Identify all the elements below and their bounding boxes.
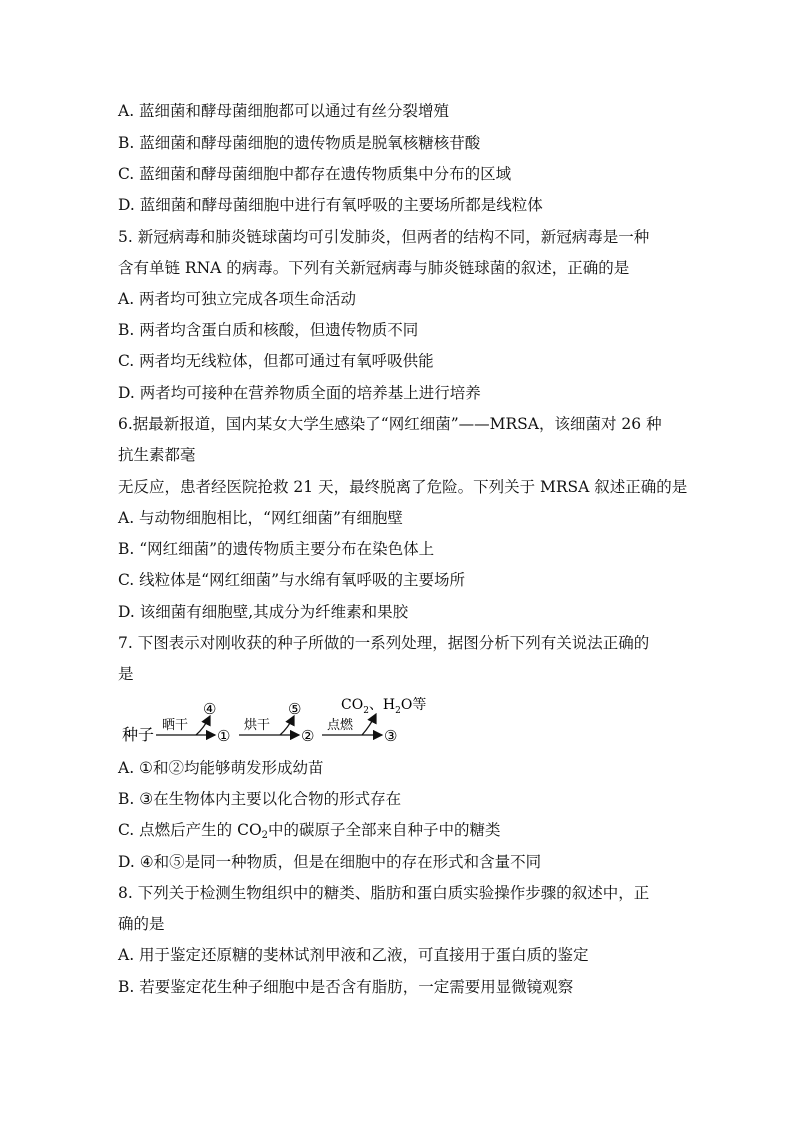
- seed-process-diagram: [118, 692, 448, 746]
- node-5: ⑤: [288, 700, 302, 718]
- q5-stem-line1: 5. 新冠病毒和肺炎链球菌均可引发肺炎，但两者的结构不同，新冠病毒是一种: [118, 228, 650, 246]
- products-label: $CO_2$、$H_2O$等: [341, 697, 427, 716]
- q8-option-b: B. 若要鉴定花生种子细胞中是否含有脂肪，一定需要用显微镜观察: [118, 978, 574, 996]
- q6-stem-line3: 无反应，患者经医院抢救 21 天，最终脱离了危险。下列关于 MRSA 叙述正确的是: [118, 478, 688, 496]
- q6-stem-line2: 抗生素都毫: [118, 446, 196, 464]
- q5-option-b: B. 两者均含蛋白质和核酸，但遗传物质不同: [118, 321, 419, 339]
- q4-option-c: C. 蓝细菌和酵母菌细胞中都存在遗传物质集中分布的区域: [118, 165, 512, 183]
- branch-arrow-products: [362, 714, 376, 735]
- q5-stem-line2: 含有单链 RNA 的病毒。下列有关新冠病毒与肺炎链球菌的叙述，正确的是: [118, 259, 630, 277]
- seed-label: 种子: [122, 725, 155, 744]
- q6-stem-line1: 6.据最新报道，国内某女大学生感染了“网红细菌”——MRSA，该细菌对 26 种: [118, 415, 662, 433]
- q5-option-a: A. 两者均可独立完成各项生命活动: [118, 290, 357, 308]
- q5-option-c: C. 两者均无线粒体，但都可通过有氧呼吸供能: [118, 352, 434, 370]
- q6-option-d: D. 该细菌有细胞壁,其成分为纤维素和果胶: [118, 603, 409, 621]
- q6-option-c: C. 线粒体是“网红细菌”与水绵有氧呼吸的主要场所: [118, 571, 466, 589]
- q4-option-a: A. 蓝细菌和酵母菌细胞都可以通过有丝分裂增殖: [118, 102, 450, 120]
- q7-option-d: D. ④和⑤是同一种物质，但是在细胞中的存在形式和含量不同: [118, 853, 542, 871]
- branch-arrow-4: [196, 716, 210, 735]
- node-3: ③: [384, 727, 398, 745]
- process-flow-svg: [118, 692, 448, 746]
- node-1: ①: [217, 727, 231, 745]
- q8-option-a: A. 用于鉴定还原糖的斐林试剂甲液和乙液，可直接用于蛋白质的鉴定: [118, 946, 589, 964]
- q8-stem-line1: 8. 下列关于检测生物组织中的糖类、脂肪和蛋白质实验操作步骤的叙述中，正: [118, 884, 650, 902]
- q7-option-a: A. ①和②均能够萌发形成幼苗: [118, 759, 324, 777]
- step-ignite-label: 点燃: [327, 718, 354, 733]
- q7-option-b: B. ③在生物体内主要以化合物的形式存在: [118, 790, 402, 808]
- q4-option-d: D. 蓝细菌和酵母菌细胞中进行有氧呼吸的主要场所都是线粒体: [118, 196, 543, 214]
- q4-option-b: B. 蓝细菌和酵母菌细胞的遗传物质是脱氧核糖核苷酸: [118, 134, 481, 152]
- q8-stem-line2: 确的是: [118, 915, 165, 933]
- q7-option-c: C. 点燃后产生的 $CO_2$中的碳原子全部来自种子中的糖类: [118, 821, 501, 841]
- q6-option-b: B. “网红细菌”的遗传物质主要分布在染色体上: [118, 540, 435, 558]
- node-4: ④: [203, 700, 217, 718]
- q7-stem-line2: 是: [118, 665, 134, 683]
- q6-option-a: A. 与动物细胞相比，“网红细菌”有细胞壁: [118, 509, 403, 527]
- step-oven-dry-label: 烘干: [244, 718, 271, 733]
- q7-stem-line1: 7. 下图表示对刚收获的种子所做的一系列处理，据图分析下列有关说法正确的: [118, 634, 650, 652]
- step-sun-dry-label: 晒干: [162, 718, 189, 733]
- node-2: ②: [301, 727, 315, 745]
- q5-option-d: D. 两者均可接种在营养物质全面的培养基上进行培养: [118, 384, 481, 402]
- branch-arrow-5: [280, 716, 294, 735]
